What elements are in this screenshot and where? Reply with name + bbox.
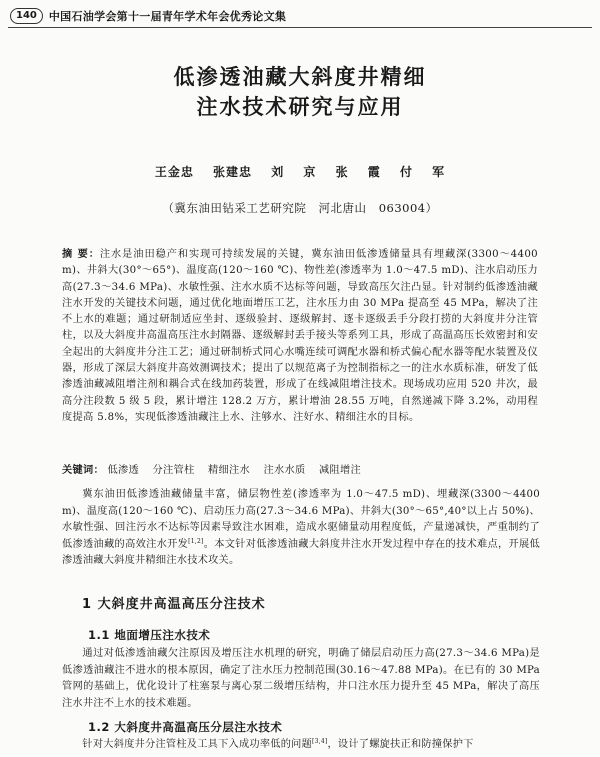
body-paragraph: 通过对低渗透油藏欠注原因及增压注水机理的研究，明确了储层启动压力高(27.3～34.6 MPa)是低渗透油藏注不进水的根本原因，确定了注水压力控制范围(30.16～47.88 MPa)。在已有的 30 MPa 管网的基础上，优化设计了柱塞泵与离心泵二级增压结构，井口注水压力提升至 45 MPa，解决了高压注水井注不上水的技术难题。 (62, 648, 540, 709)
author-list: 王金忠 张建忠 刘 京 张 霞 付 军 (154, 165, 446, 179)
keywords (62, 462, 538, 479)
keyword: 注水水质 (263, 465, 306, 476)
paper-title-line-1: 低渗透油藏大斜度井精细 (173, 65, 427, 89)
subsection-heading: 1.1 地面增压注水技术 (88, 628, 211, 642)
citation: [1,2] (188, 537, 204, 545)
keyword: 减阻增注 (319, 465, 361, 476)
abstract-label: 摘 要： (62, 248, 100, 260)
intro-text-cont: 。本文针对低渗透油藏大斜度井注水开发过程中存在的技术难点，开展低渗透油藏大斜度井精细注水技术攻关。 (62, 538, 540, 566)
affiliation: （冀东油田钻采工艺研究院 河北唐山 063004） (162, 201, 438, 215)
keyword: 分注管柱 (152, 465, 195, 476)
section-heading: 1 大斜度井高温高压分注技术 (82, 597, 266, 612)
keyword: 低渗透 (107, 465, 139, 476)
header-divider (8, 27, 592, 28)
intro-paragraph (62, 487, 540, 570)
journal-title: 中国石油学会第十一届青年学术年会优秀论文集 (48, 10, 287, 23)
body-paragraph (62, 737, 540, 754)
citation: [3,4] (312, 738, 328, 745)
abstract (62, 246, 538, 426)
keywords-label: 关键词： (62, 464, 104, 476)
intro-text: 冀东油田低渗透油藏储量丰富，储层物性差(渗透率为 1.0～47.5 mD)、埋藏深(3300～4400 m)、温度高(120～160 ℃)、启动压力高(27.3～34.6 MPa)、井斜大(30°～65°,40°以上占 50%)、水敏性强、回注污水不达标等因素导致注水困难，造成水驱储量动用程度低，产量递减快，严重制约了低渗透油藏的高效注水开发 (62, 489, 540, 550)
body-text: 针对大斜度井分注管柱及工具下入成功率低的问题 (82, 739, 313, 750)
paper-title-line-2: 注水技术研究与应用 (196, 95, 404, 119)
running-header (10, 4, 590, 28)
keyword: 精细注水 (208, 465, 250, 476)
abstract-text: 注水是油田稳产和实现可持续发展的关键，冀东油田低渗透储量具有埋藏深(3300～4400 m)、井斜大(30°～65°)、温度高(120～160 ℃)、物性差(渗透率为 1.0～47.5 mD)、注水启动压力高(27.3～34.6 MPa)、水敏性强、注水水质不达标等问题，导致高压欠注凸显。针对制约低渗透油藏注水开发的关键技术问题，通过优化地面增压工艺，注水压力由 30 MPa 提高至 45 MPa，解决了注不上水的难题；通过研制适应坐封、逐级验封、逐级解封、逐卡逐级丢手分段打捞的大斜度井分注管柱，以及大斜度井高温高压注水封隔器、逐级解封丢手接头等系列工具，形成了高温高压长效密封和安全起出的大斜度井分注工艺；通过研制桥式同心水嘴连续可调配水器和桥式偏心配水器等配水装置及仪器，形成了深层大斜度井高效测调技术；提出了以规范离子为控制指标之一的注水水质标准，研发了低渗透油藏减阻增注剂和耦合式在线加药装置，形成了在线减阻增注技术。现场成功应用 520 井次，最高分注段数 5 级 5 段，累计增注 128.2 万方，累计增油 28.55 万吨，自然递减下降 3.2%，动用程度提高 5.8%，实现低渗透油藏注上水、注够水、注好水、精细注水的目标。 (62, 249, 539, 423)
subsection-heading: 1.2 大斜度井高温高压分层注水技术 (88, 720, 283, 734)
body-text-cont: ，设计了螺旋扶正和防撞保护下 (327, 739, 474, 750)
page-number: 140 (10, 8, 43, 24)
